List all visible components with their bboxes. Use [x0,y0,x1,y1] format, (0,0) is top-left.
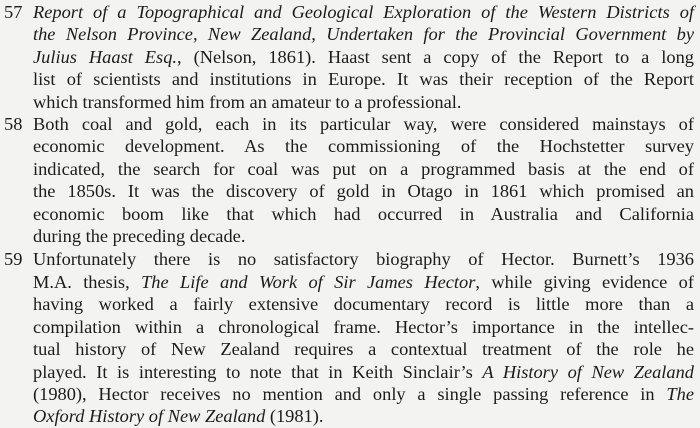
text-run: the 1850s. It was the discovery of gold in Otago in 1861 which promised an [33,181,694,202]
note-59 [4,248,694,427]
text-run: (1981). [265,406,324,427]
text-run: tual history of New Zealand requires a contextual treatment of the role he [33,339,694,360]
text-run: indicated, the search for coal was put on a programmed basis at the end of [33,158,694,179]
text-run: , (Nelson, 1861). Haast sent a copy of the Report to a long [177,46,694,67]
endnotes [4,0,694,428]
text-run: Unfortunately there is no satisfactory biography of Hector. Burnett’s 1936 [33,249,694,270]
text-line [33,158,694,180]
text-run: list of scientists and institutions in Europe. It was their reception of the Report [33,69,694,90]
text-run: played. It is interesting to note that in Keith Sinclair’s [33,361,483,382]
text-run: which transformed him from an amateur to a professional. [33,91,462,112]
text-run: compilation within a chronological frame. Hector’s importance in the intellec- [33,316,694,337]
text-run: having worked a fairly extensive documentary record is little more than a [33,294,694,315]
text-run: Oxford History of New Zealand [33,406,266,427]
text-run: (1980), Hector receives no mention and only a single passing reference in [33,383,667,404]
text-line [33,180,694,202]
text-run: The [666,383,694,404]
text-run: The Life and Work of Sir James Hector [141,271,476,292]
text-line [33,203,694,225]
text-line [33,361,694,383]
text-line [33,113,694,135]
text-run: Julius Haast Esq. [33,46,177,67]
text-run: economic boom like that which had occurred in Australia and California [33,203,694,224]
text-run: the Nelson Province, New Zealand, Undertaken for the Provincial Government by [33,24,694,45]
text-line [33,46,694,68]
note-57 [4,1,694,113]
note-58 [4,113,694,247]
text-line [33,135,694,157]
text-run: M.A. thesis, [33,271,142,292]
text-run: , while giving evidence of [475,271,694,292]
text-line [33,91,694,113]
note-number: 57 [4,2,23,22]
text-run: economic development. As the commissioning of the Hochstetter survey [33,136,694,157]
text-line [33,271,694,293]
text-line [33,316,694,338]
text-line [33,68,694,90]
text-run: Report of a Topographical and Geological Exploration of the Western Districts of [33,2,694,22]
text-line [33,338,694,360]
text-line [33,405,694,427]
text-line [33,248,694,270]
text-line [33,293,694,315]
text-run: during the preceding decade. [33,226,246,247]
text-line [33,23,694,45]
text-run: Both coal and gold, each in its particular way, were considered mainstays of [33,114,694,135]
text-run: A History of New Zealand [482,361,694,382]
text-line [33,383,694,405]
note-number: 59 [4,249,23,270]
text-line [33,225,694,247]
note-number: 58 [4,114,23,135]
text-line [33,1,694,23]
